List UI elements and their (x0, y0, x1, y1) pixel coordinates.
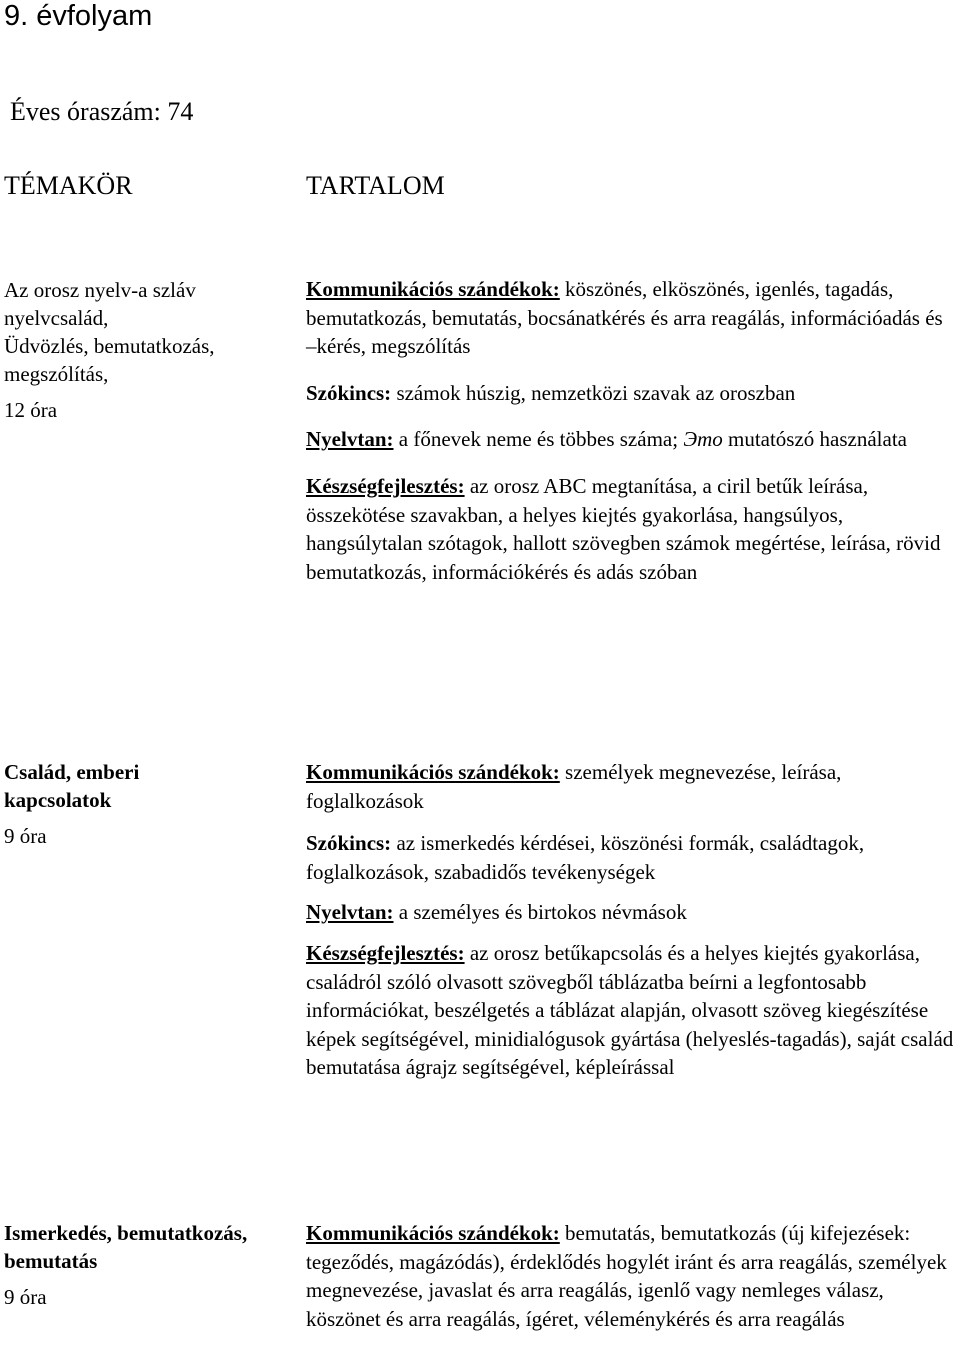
column-header-content: TARTALOM (306, 171, 445, 200)
topic-title-line: Üdvözlés, bemutatkozás, (4, 334, 215, 358)
content-text: az orosz ABC megtanítása, a ciril betűk leírása, összekötése szavakban, a helyes kiejtés gyakorlása, hangsúlyos, hangsúlytalan szótagok, hallott szövegben számok megértése, leírása, rövid bemutatkozás, információkérés és adás szóban (306, 473, 941, 584)
topic-cell (4, 758, 294, 850)
content-paragraph (306, 379, 956, 408)
content-text: bemutatás, bemutatkozás (új kifejezések: tegeződés, magázódás), érdeklődés hogylét iránt és arra reagálás, személyek megnevezése, javaslat és arra reagálás, igenlő vagy nemleges válasz, köszönet és arra reagálás, ígéret, véleménykérés és arra reagálás (306, 1221, 947, 1331)
content-label: Kommunikációs szándékok: (306, 1221, 560, 1245)
topic-title-line: nyelvcsalád, (4, 306, 109, 330)
topic-cell (4, 276, 294, 424)
content-label: Szókincs: (306, 380, 392, 405)
topic-hours: 9 óra (4, 1285, 47, 1309)
content-label: Kommunikációs szándékok: (306, 760, 560, 784)
topic-title-line: kapcsolatok (4, 788, 112, 812)
column-header-topic: TÉMAKÖR (4, 171, 133, 200)
topic-cell (4, 1219, 294, 1311)
content-paragraph (306, 939, 956, 1082)
content-paragraph (306, 425, 956, 454)
content-label: Nyelvtan: (306, 900, 394, 925)
content-label: Kommunikációs szándékok: (306, 277, 560, 301)
topic-hours: 9 óra (4, 824, 47, 848)
topic-title-line: Ismerkedés, bemutatkozás, (4, 1221, 248, 1245)
topic-hours: 12 óra (4, 398, 58, 422)
annual-hours: Éves óraszám: 74 (10, 97, 194, 126)
topic-title-line: Az orosz nyelv-a szláv (4, 278, 196, 302)
content-text: az orosz betűkapcsolás és a helyes kiejtés gyakorlása, családról szóló olvasott szövegből táblázatba beírni a legfontosabb információkat, beszélgetés a táblázat alapján, olvasott szöveg kiegészítése képek segítségével, minidialógusok gyártása (helyeslés-tagadás), saját család bemutatása ágrajz segítségével, képleírással (306, 940, 954, 1080)
content-text: köszönés, elköszönés, igenlés, tagadás, bemutatkozás, bemutatás, bocsánatkérés és arra reagálás, információadás és –kérés, megszólítás (306, 277, 943, 359)
content-paragraph (306, 758, 956, 815)
content-label: Szókincs: (306, 831, 392, 856)
topic-title-line: megszólítás, (4, 362, 109, 386)
content-text: a főnevek neme és többes száma; (393, 427, 684, 452)
topic-title-line: Család, emberi (4, 760, 140, 784)
content-text: a személyes és birtokos névmások (393, 900, 687, 925)
content-cell (306, 275, 956, 604)
content-text: mutatószó használata (722, 427, 907, 452)
content-text: számok húszig, nemzetközi szavak az oroszban (391, 380, 796, 405)
russian-word: Это (683, 427, 723, 452)
content-paragraph (306, 898, 956, 927)
topic-title-line: bemutatás (4, 1249, 98, 1273)
content-paragraph (306, 275, 956, 361)
content-label: Készségfejlesztés: (306, 940, 465, 965)
content-label: Nyelvtan: (306, 427, 394, 452)
content-paragraph (306, 472, 956, 586)
content-paragraph (306, 1219, 956, 1333)
content-text: személyek megnevezése, leírása, foglalkozások (306, 760, 842, 813)
page-title: 9. évfolyam (4, 0, 153, 32)
content-text: az ismerkedés kérdései, köszönési formák, családtagok, foglalkozások, szabadidős tevékenységek (306, 831, 865, 884)
content-cell (306, 758, 956, 1100)
content-label: Készségfejlesztés: (306, 473, 465, 498)
content-paragraph (306, 829, 956, 886)
content-cell (306, 1219, 956, 1351)
